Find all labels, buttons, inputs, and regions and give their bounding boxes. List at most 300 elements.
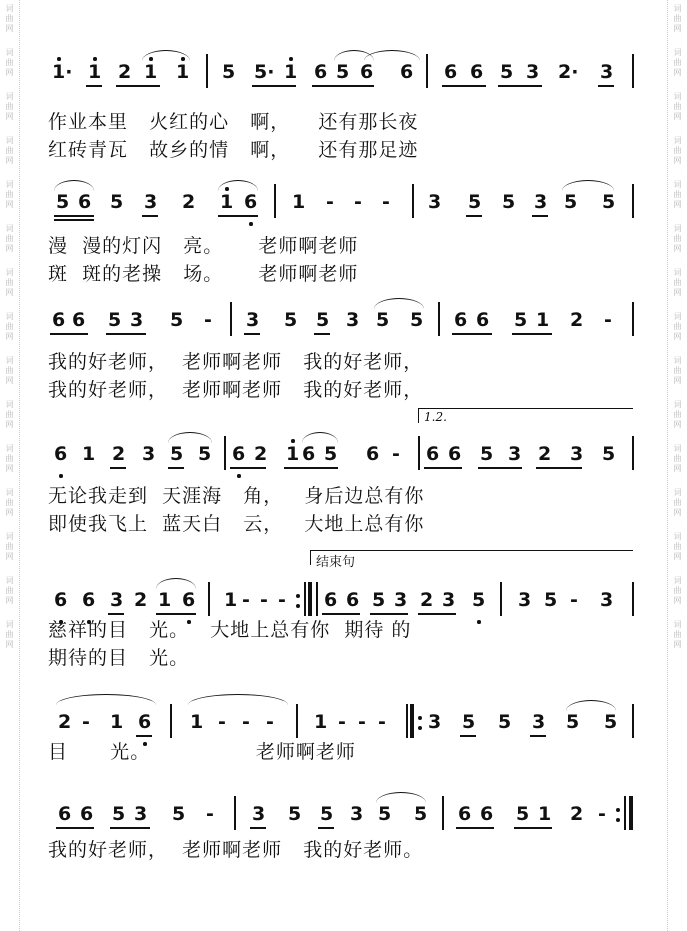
watermark-char: 网 bbox=[673, 112, 682, 121]
notation-line bbox=[48, 792, 636, 832]
barline bbox=[632, 582, 634, 616]
barline bbox=[442, 796, 444, 830]
coda-label: 结束句 bbox=[316, 555, 356, 570]
note: 1 bbox=[286, 443, 300, 465]
note: 5 bbox=[372, 589, 386, 611]
barline bbox=[412, 184, 414, 218]
watermark-text bbox=[6, 444, 14, 474]
slur bbox=[566, 700, 616, 711]
watermark-char: 网 bbox=[5, 332, 14, 341]
note: 6 bbox=[476, 309, 490, 331]
watermark-char: 曲 bbox=[5, 190, 14, 199]
note: 3 bbox=[144, 191, 158, 213]
note: 6 bbox=[314, 61, 328, 83]
note: 3 bbox=[600, 589, 614, 611]
watermark-char: 曲 bbox=[5, 498, 14, 507]
watermark-char: 网 bbox=[5, 68, 14, 77]
note: 2 bbox=[118, 61, 132, 83]
note: 5 bbox=[498, 711, 512, 733]
note: - bbox=[354, 191, 362, 213]
note: 6 bbox=[72, 309, 86, 331]
note: - bbox=[260, 589, 268, 611]
barline bbox=[624, 796, 626, 830]
note: 3 bbox=[134, 803, 148, 825]
watermark-char: 网 bbox=[5, 376, 14, 385]
underline bbox=[244, 333, 260, 335]
watermark-char: 网 bbox=[673, 200, 682, 209]
watermark-text bbox=[674, 444, 682, 474]
note: 5 bbox=[566, 711, 580, 733]
note: 5 bbox=[516, 803, 530, 825]
watermark-char: 曲 bbox=[673, 542, 682, 551]
watermark-text bbox=[674, 620, 682, 650]
watermark-char: 曲 bbox=[5, 146, 14, 155]
watermark-text bbox=[674, 312, 682, 342]
repeat-dot bbox=[616, 808, 620, 812]
watermark-text bbox=[674, 136, 682, 166]
note: 6 bbox=[58, 803, 72, 825]
lyrics-verse-2: 我的好老师， 老师啊老师 我的好老师， bbox=[48, 379, 424, 401]
watermark-char: 网 bbox=[5, 420, 14, 429]
watermark-char: 曲 bbox=[5, 14, 14, 23]
watermark-char: 曲 bbox=[673, 58, 682, 67]
note: 5 bbox=[514, 309, 528, 331]
watermark-text bbox=[6, 48, 14, 78]
note: 3 bbox=[246, 309, 260, 331]
note: 5 bbox=[472, 589, 486, 611]
watermark-char: 词 bbox=[673, 136, 682, 145]
watermark-char: 曲 bbox=[673, 366, 682, 375]
watermark-char: 曲 bbox=[673, 586, 682, 595]
note: 6 bbox=[480, 803, 494, 825]
watermark-char: 网 bbox=[673, 420, 682, 429]
watermark-char: 词 bbox=[5, 268, 14, 277]
note: 3 bbox=[534, 191, 548, 213]
watermark-char: 词 bbox=[5, 48, 14, 57]
watermark-char: 曲 bbox=[673, 498, 682, 507]
watermark-text bbox=[674, 224, 682, 254]
watermark-text bbox=[6, 532, 14, 562]
barline bbox=[500, 582, 502, 616]
note: 5 bbox=[414, 803, 428, 825]
note: 1 bbox=[82, 443, 96, 465]
slur bbox=[54, 180, 94, 191]
watermark-char: 网 bbox=[673, 288, 682, 297]
note: - bbox=[242, 711, 250, 733]
note: 6 bbox=[448, 443, 462, 465]
watermark-text bbox=[6, 268, 14, 298]
underline bbox=[116, 85, 160, 87]
note: 5 bbox=[112, 803, 126, 825]
note: 6 bbox=[346, 589, 360, 611]
note: 6 bbox=[78, 191, 92, 213]
low-octave-dot bbox=[237, 474, 241, 478]
note: 3 bbox=[600, 61, 614, 83]
note: 5 bbox=[500, 61, 514, 83]
low-octave-dot bbox=[59, 474, 63, 478]
slur bbox=[218, 180, 258, 191]
note: 2 bbox=[182, 191, 196, 213]
lyrics-verse-1: 慈祥的目 光。 大地上总有你 期待 的 bbox=[48, 619, 412, 641]
watermark-char: 词 bbox=[673, 4, 682, 13]
underline bbox=[106, 333, 146, 335]
note: 5 bbox=[316, 309, 330, 331]
barline bbox=[230, 302, 232, 336]
note: 3 bbox=[442, 589, 456, 611]
watermark-char: 网 bbox=[5, 640, 14, 649]
underline bbox=[318, 827, 334, 829]
note: 3 bbox=[130, 309, 144, 331]
slur bbox=[562, 180, 614, 191]
note: - bbox=[338, 711, 346, 733]
note: 6 bbox=[400, 61, 414, 83]
underline bbox=[418, 613, 456, 615]
watermark-text bbox=[674, 400, 682, 430]
note: - bbox=[604, 309, 612, 331]
watermark-char: 网 bbox=[5, 508, 14, 517]
watermark-char: 曲 bbox=[5, 322, 14, 331]
watermark-text bbox=[674, 576, 682, 606]
note: 1 bbox=[314, 711, 328, 733]
slur bbox=[374, 298, 424, 309]
note: 1 bbox=[144, 61, 158, 83]
note: 3 bbox=[428, 191, 442, 213]
note: 3 bbox=[508, 443, 522, 465]
note: 3 bbox=[570, 443, 584, 465]
note: 3 bbox=[532, 711, 546, 733]
barline bbox=[296, 704, 298, 738]
note: - bbox=[378, 711, 386, 733]
watermark-text bbox=[674, 92, 682, 122]
start-repeat-barline bbox=[410, 704, 414, 738]
watermark-char: 词 bbox=[673, 268, 682, 277]
watermark-char: 曲 bbox=[673, 454, 682, 463]
watermark-char: 网 bbox=[5, 552, 14, 561]
note: 6 bbox=[426, 443, 440, 465]
watermark-text bbox=[6, 4, 14, 34]
high-octave-dot bbox=[291, 439, 295, 443]
note: 5 bbox=[602, 443, 616, 465]
note: 6 bbox=[54, 589, 68, 611]
note: 3 bbox=[110, 589, 124, 611]
slur bbox=[142, 50, 190, 61]
note: 1 bbox=[292, 191, 306, 213]
volta-label: 1.2. bbox=[424, 410, 447, 424]
note: 5 bbox=[468, 191, 482, 213]
watermark-char: 词 bbox=[673, 488, 682, 497]
note: 6 bbox=[52, 309, 66, 331]
note: 5 bbox=[602, 191, 616, 213]
note: 1· bbox=[52, 61, 73, 83]
underline bbox=[532, 215, 548, 217]
slur bbox=[302, 432, 338, 443]
lyrics-verse-1: 目 光。 老师啊老师 bbox=[48, 741, 356, 763]
watermark-char: 词 bbox=[673, 620, 682, 629]
watermark-char: 词 bbox=[673, 576, 682, 585]
lyrics-verse-2: 期待的目 光。 bbox=[48, 647, 190, 669]
barline bbox=[208, 582, 210, 616]
underline bbox=[142, 215, 158, 217]
watermark-char: 网 bbox=[5, 24, 14, 33]
underline bbox=[108, 613, 124, 615]
note: 6 bbox=[458, 803, 472, 825]
watermark-char: 曲 bbox=[673, 190, 682, 199]
underline bbox=[110, 467, 126, 469]
watermark-text bbox=[674, 48, 682, 78]
underline bbox=[498, 85, 542, 87]
note: 2 bbox=[254, 443, 268, 465]
lyrics-verse-1: 我的好老师， 老师啊老师 我的好老师。 bbox=[48, 839, 424, 861]
watermark-char: 网 bbox=[5, 288, 14, 297]
watermark-char: 曲 bbox=[673, 322, 682, 331]
note: 5 bbox=[480, 443, 494, 465]
note: - bbox=[392, 443, 400, 465]
watermark-char: 网 bbox=[673, 552, 682, 561]
note: 5 bbox=[378, 803, 392, 825]
note: 1 bbox=[176, 61, 190, 83]
repeat-dot bbox=[296, 594, 300, 598]
high-octave-dot bbox=[93, 57, 97, 61]
repeat-dot bbox=[418, 716, 422, 720]
note: - bbox=[278, 589, 286, 611]
note: 5 bbox=[564, 191, 578, 213]
watermark-char: 词 bbox=[5, 400, 14, 409]
watermark-char: 曲 bbox=[5, 58, 14, 67]
barline bbox=[274, 184, 276, 218]
note: - bbox=[570, 589, 578, 611]
note: 1 bbox=[190, 711, 204, 733]
watermark-char: 词 bbox=[673, 224, 682, 233]
watermark-char: 网 bbox=[5, 244, 14, 253]
note: 2 bbox=[570, 309, 584, 331]
slur bbox=[188, 694, 288, 705]
note: 3 bbox=[142, 443, 156, 465]
note: 5 bbox=[502, 191, 516, 213]
underline bbox=[536, 467, 582, 469]
underline bbox=[424, 467, 462, 469]
watermark-text bbox=[674, 488, 682, 518]
note: - bbox=[218, 711, 226, 733]
notation-line bbox=[48, 180, 636, 220]
barline bbox=[170, 704, 172, 738]
right-watermark-strip bbox=[667, 0, 687, 931]
note: 6 bbox=[182, 589, 196, 611]
end-repeat-barline bbox=[308, 582, 312, 616]
end-repeat-barline bbox=[629, 796, 633, 830]
watermark-text bbox=[6, 620, 14, 650]
watermark-text bbox=[6, 224, 14, 254]
watermark-text bbox=[6, 488, 14, 518]
note: 5 bbox=[320, 803, 334, 825]
left-watermark-strip bbox=[0, 0, 20, 931]
slur bbox=[364, 50, 420, 61]
note: 5 bbox=[222, 61, 236, 83]
underline bbox=[370, 613, 408, 615]
lyrics-verse-2: 即使我飞上 蓝天白 云， 大地上总有你 bbox=[48, 513, 425, 535]
note: 1 bbox=[536, 309, 550, 331]
slur bbox=[376, 792, 426, 803]
note: 6 bbox=[444, 61, 458, 83]
note: 2· bbox=[558, 61, 579, 83]
note: 1 bbox=[538, 803, 552, 825]
watermark-char: 词 bbox=[5, 4, 14, 13]
note: 3 bbox=[350, 803, 364, 825]
watermark-text bbox=[6, 92, 14, 122]
low-octave-dot bbox=[477, 620, 481, 624]
underline bbox=[250, 827, 266, 829]
notation-line bbox=[48, 298, 636, 338]
watermark-char: 词 bbox=[673, 532, 682, 541]
lyrics-verse-2: 斑 斑的老操 场。 老师啊老师 bbox=[48, 263, 359, 285]
watermark-char: 网 bbox=[5, 464, 14, 473]
watermark-char: 网 bbox=[673, 244, 682, 253]
note: 6 bbox=[82, 589, 96, 611]
watermark-char: 网 bbox=[5, 156, 14, 165]
coda-bracket bbox=[310, 550, 633, 565]
watermark-char: 网 bbox=[673, 332, 682, 341]
watermark-char: 网 bbox=[5, 596, 14, 605]
note: 5 bbox=[324, 443, 338, 465]
watermark-char: 曲 bbox=[5, 454, 14, 463]
high-octave-dot bbox=[57, 57, 61, 61]
watermark-char: 网 bbox=[673, 596, 682, 605]
watermark-char: 曲 bbox=[673, 630, 682, 639]
watermark-char: 网 bbox=[673, 508, 682, 517]
underline bbox=[54, 215, 94, 217]
barline bbox=[426, 54, 428, 88]
barline bbox=[632, 704, 634, 738]
underline bbox=[322, 613, 360, 615]
note: 2 bbox=[134, 589, 148, 611]
barline bbox=[632, 302, 634, 336]
underline bbox=[478, 467, 522, 469]
lyrics-verse-1: 无论我走到 天涯海 角， 身后边总有你 bbox=[48, 485, 425, 507]
watermark-char: 网 bbox=[673, 156, 682, 165]
barline bbox=[438, 302, 440, 336]
underline bbox=[218, 215, 258, 217]
underline bbox=[466, 215, 482, 217]
note: 2 bbox=[58, 711, 72, 733]
slur bbox=[168, 432, 212, 443]
note: - bbox=[242, 589, 250, 611]
watermark-char: 词 bbox=[5, 576, 14, 585]
note: 1 bbox=[158, 589, 172, 611]
notation-line bbox=[48, 700, 636, 740]
watermark-char: 词 bbox=[5, 312, 14, 321]
note: 3 bbox=[252, 803, 266, 825]
high-octave-dot bbox=[289, 57, 293, 61]
note: 5 bbox=[336, 61, 350, 83]
note: 3 bbox=[394, 589, 408, 611]
lyrics-verse-1: 我的好老师， 老师啊老师 我的好老师， bbox=[48, 351, 424, 373]
note: 6 bbox=[244, 191, 258, 213]
note: 6 bbox=[454, 309, 468, 331]
watermark-char: 网 bbox=[673, 640, 682, 649]
watermark-char: 词 bbox=[5, 488, 14, 497]
barline bbox=[632, 54, 634, 88]
repeat-dot bbox=[418, 726, 422, 730]
lyrics-verse-2: 红砖青瓦 故乡的情 啊， 还有那足迹 bbox=[48, 139, 419, 161]
watermark-char: 词 bbox=[5, 356, 14, 365]
slur bbox=[156, 578, 196, 589]
note: 5 bbox=[604, 711, 618, 733]
note: 1 bbox=[224, 589, 238, 611]
note: 6 bbox=[302, 443, 316, 465]
note: - bbox=[204, 309, 212, 331]
barline bbox=[632, 436, 634, 470]
underline bbox=[456, 827, 494, 829]
watermark-text bbox=[674, 180, 682, 210]
note: - bbox=[206, 803, 214, 825]
underline bbox=[168, 467, 184, 469]
watermark-char: 词 bbox=[5, 136, 14, 145]
watermark-char: 网 bbox=[673, 68, 682, 77]
watermark-text bbox=[674, 268, 682, 298]
underline bbox=[50, 333, 88, 335]
watermark-char: 词 bbox=[673, 180, 682, 189]
note: 5 bbox=[172, 803, 186, 825]
note: 5 bbox=[108, 309, 122, 331]
barline bbox=[224, 436, 226, 470]
barline bbox=[234, 796, 236, 830]
watermark-text bbox=[674, 532, 682, 562]
note: 2 bbox=[538, 443, 552, 465]
watermark-char: 曲 bbox=[673, 278, 682, 287]
underline bbox=[284, 467, 338, 469]
repeat-dot bbox=[616, 818, 620, 822]
underline bbox=[512, 333, 552, 335]
underline bbox=[56, 827, 94, 829]
barline bbox=[418, 436, 420, 470]
watermark-char: 网 bbox=[5, 112, 14, 121]
note: - bbox=[82, 711, 90, 733]
barline bbox=[632, 184, 634, 218]
underline bbox=[86, 85, 102, 87]
note: 2 bbox=[420, 589, 434, 611]
watermark-char: 曲 bbox=[5, 542, 14, 551]
note: - bbox=[326, 191, 334, 213]
watermark-char: 网 bbox=[5, 200, 14, 209]
note: 2 bbox=[570, 803, 584, 825]
watermark-char: 曲 bbox=[5, 410, 14, 419]
note: - bbox=[266, 711, 274, 733]
barline bbox=[316, 582, 318, 616]
watermark-char: 词 bbox=[5, 620, 14, 629]
low-octave-dot bbox=[249, 222, 253, 226]
notation-line bbox=[48, 50, 636, 90]
note: - bbox=[382, 191, 390, 213]
underline bbox=[442, 85, 486, 87]
underline bbox=[230, 467, 266, 469]
note: 3 bbox=[518, 589, 532, 611]
watermark-char: 曲 bbox=[5, 630, 14, 639]
note: 3 bbox=[346, 309, 360, 331]
underline bbox=[312, 85, 374, 87]
watermark-char: 曲 bbox=[673, 14, 682, 23]
underline bbox=[252, 85, 296, 87]
watermark-char: 曲 bbox=[673, 234, 682, 243]
note: 5 bbox=[56, 191, 70, 213]
note: - bbox=[358, 711, 366, 733]
watermark-text bbox=[6, 312, 14, 342]
slur bbox=[56, 694, 156, 705]
watermark-char: 词 bbox=[5, 92, 14, 101]
watermark-char: 词 bbox=[5, 224, 14, 233]
watermark-char: 词 bbox=[673, 400, 682, 409]
watermark-text bbox=[6, 136, 14, 166]
watermark-text bbox=[6, 356, 14, 386]
note: 1 bbox=[110, 711, 124, 733]
